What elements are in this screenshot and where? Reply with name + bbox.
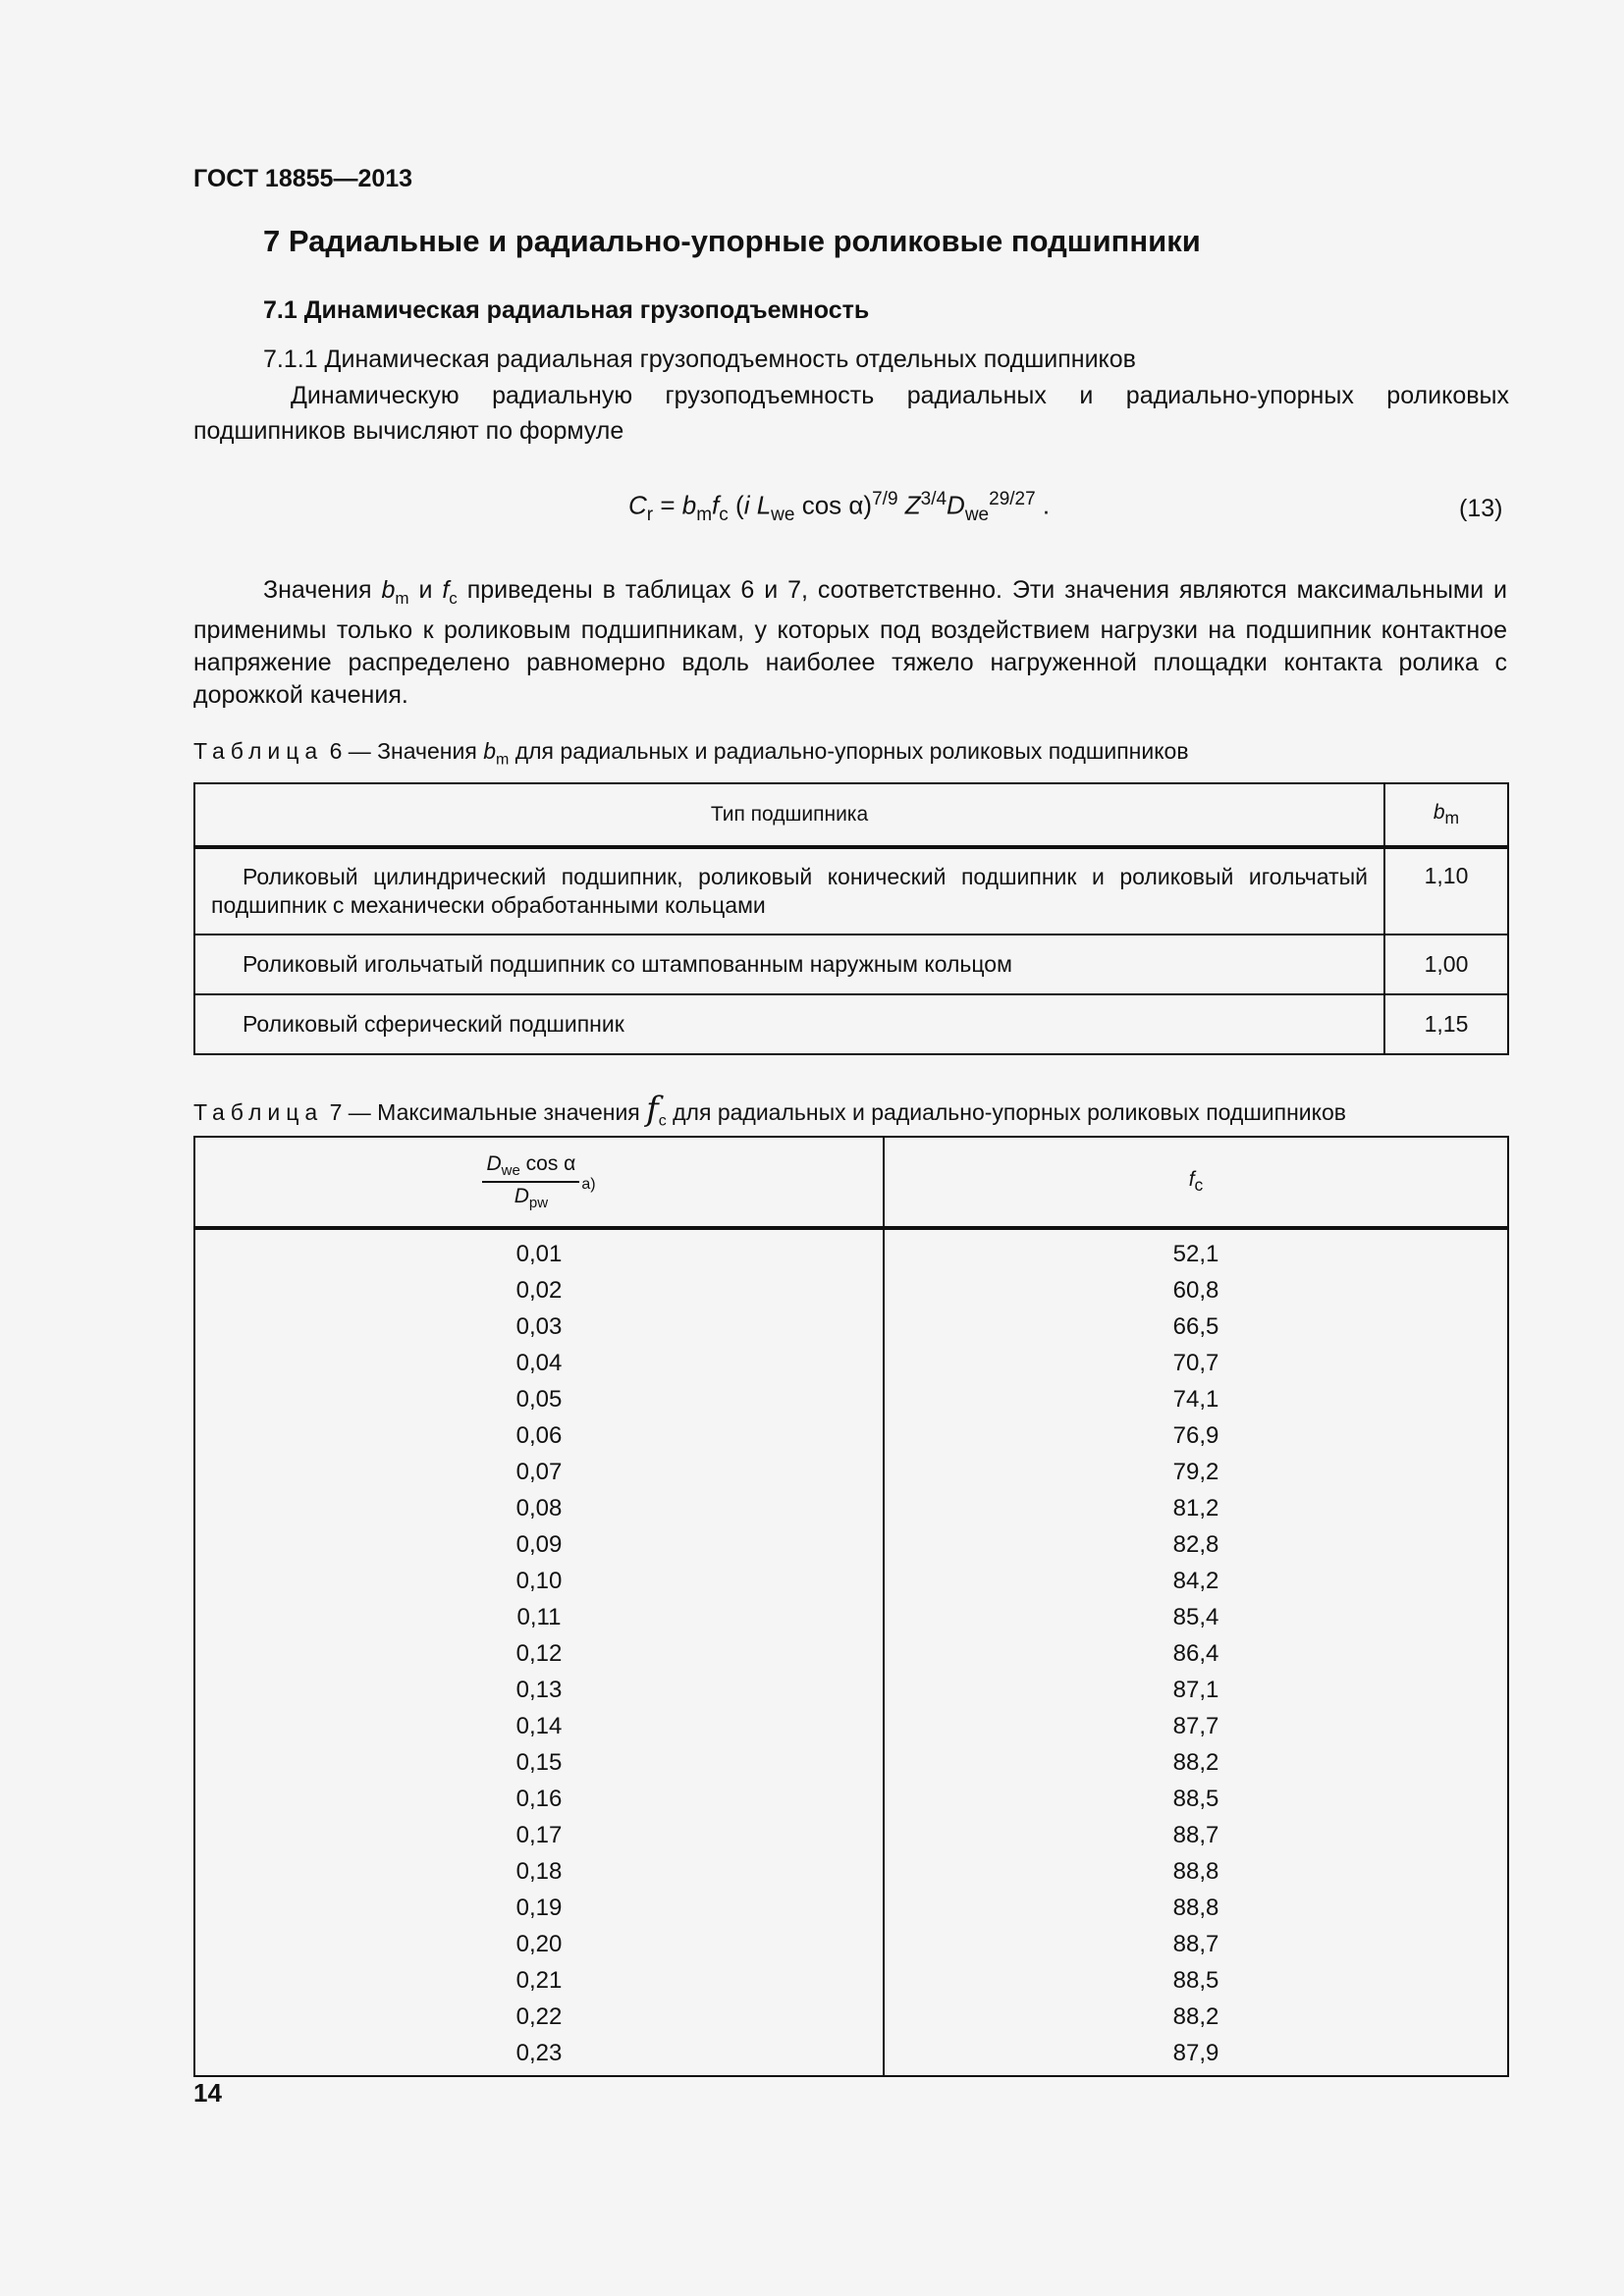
table-row — [194, 1490, 1508, 1526]
table7-cell-ratio: 0,06 — [194, 1417, 884, 1454]
table6-cell-value: 1,15 — [1384, 994, 1508, 1054]
formula-13: $C_r = b_mf_c$ (i $L_{we}$ cos α)$^{7/9}$ $Z^{3/4}D_{we}^{29/27}$ . — [628, 489, 1051, 525]
table7-cell-fc: 88,7 — [884, 1926, 1508, 1962]
table7-cell-ratio: 0,01 — [194, 1228, 884, 1272]
table-row — [194, 1563, 1508, 1599]
clause-title: 7.1.1 Динамическая радиальная грузоподъемность отдельных подшипников — [263, 346, 1136, 373]
table7-cell-ratio: 0,19 — [194, 1890, 884, 1926]
table6-header-row — [194, 783, 1508, 847]
table7-cell-fc: 70,7 — [884, 1345, 1508, 1381]
table7-cell-ratio: 0,14 — [194, 1708, 884, 1744]
table7-cell-ratio: 0,04 — [194, 1345, 884, 1381]
table7-cell-fc: 87,9 — [884, 2035, 1508, 2076]
table6-cell-type: Роликовый игольчатый подшипник со штампованным наружным кольцом — [194, 934, 1384, 994]
table7-cell-ratio: 0,15 — [194, 1744, 884, 1781]
table7-cell-ratio: 0,03 — [194, 1308, 884, 1345]
table7-cell-fc: 88,5 — [884, 1962, 1508, 1999]
table6 — [193, 782, 1509, 1055]
table7-header-row — [194, 1137, 1508, 1228]
table-row — [194, 1926, 1508, 1962]
table7-cell-ratio: 0,12 — [194, 1635, 884, 1672]
table7-cell-ratio: 0,20 — [194, 1926, 884, 1962]
table6-cell-type: Роликовый сферический подшипник — [194, 994, 1384, 1054]
equation-number: (13) — [1459, 495, 1503, 522]
table7-cell-fc: 88,7 — [884, 1817, 1508, 1853]
table7-cell-ratio: 0,02 — [194, 1272, 884, 1308]
ratio-fraction: $\frac{D_{we} \cos \alpha}{D_{pw}}$ — [482, 1152, 579, 1211]
table7-cell-ratio: 0,09 — [194, 1526, 884, 1563]
table-row — [194, 1308, 1508, 1345]
table-row — [194, 1228, 1508, 1272]
table-row — [194, 2035, 1508, 2076]
table-row — [194, 1744, 1508, 1781]
table7-cell-fc: 88,2 — [884, 1744, 1508, 1781]
table-row — [194, 1853, 1508, 1890]
intro-paragraph: Динамическую радиальную грузоподъемность радиальных и радиально-упорных роликовых подшипников вычисляют по формуле — [193, 382, 1509, 445]
table-row — [194, 1999, 1508, 2035]
section-title: 7 Радиальные и радиально-упорные роликовые подшипники — [263, 224, 1201, 258]
table-row — [194, 1962, 1508, 1999]
table7-cell-ratio: 0,21 — [194, 1962, 884, 1999]
table-row — [194, 1272, 1508, 1308]
table-row — [194, 1708, 1508, 1744]
table7-cell-ratio: 0,11 — [194, 1599, 884, 1635]
table7-cell-fc: 88,5 — [884, 1781, 1508, 1817]
table6-cell-value: 1,00 — [1384, 934, 1508, 994]
table7-cell-ratio: 0,10 — [194, 1563, 884, 1599]
table7-cell-fc: 88,8 — [884, 1853, 1508, 1890]
table-row — [194, 934, 1508, 994]
table7-cell-ratio: 0,13 — [194, 1672, 884, 1708]
table-row — [194, 1381, 1508, 1417]
table7-cell-fc: 60,8 — [884, 1272, 1508, 1308]
table7-cell-ratio: 0,22 — [194, 1999, 884, 2035]
table7-cell-ratio: 0,05 — [194, 1381, 884, 1417]
table-row — [194, 1526, 1508, 1563]
table7-cell-ratio: 0,18 — [194, 1853, 884, 1890]
table7-cell-ratio: 0,16 — [194, 1781, 884, 1817]
table-row — [194, 994, 1508, 1054]
table7-cell-fc: 88,8 — [884, 1890, 1508, 1926]
table7-cell-fc: 82,8 — [884, 1526, 1508, 1563]
table6-cell-type: Роликовый цилиндрический подшипник, роликовый конический подшипник и роликовый игольчатый подшипник с механически обработанными кольцами — [194, 847, 1384, 934]
table7-cell-fc: 81,2 — [884, 1490, 1508, 1526]
table7-body — [194, 1228, 1508, 2076]
table7-cell-fc: 87,1 — [884, 1672, 1508, 1708]
table7-col-ratio — [194, 1137, 884, 1228]
table7-cell-fc: 84,2 — [884, 1563, 1508, 1599]
table7-cell-fc: 88,2 — [884, 1999, 1508, 2035]
table7-cell-fc: 76,9 — [884, 1417, 1508, 1454]
table7-cell-fc: 87,7 — [884, 1708, 1508, 1744]
table7-cell-fc: 52,1 — [884, 1228, 1508, 1272]
values-paragraph: Значения $b_m$ и $f_c$ приведены в таблицах 6 и 7, соответственно. Эти значения являются максимальными и применимы только к роликовым подшипникам, у которых под воздействием нагрузки на подшипник контактное напряжение распределено равномерно вдоль наиболее тяжело нагруженной площадки контакта ролика с дорожкой качения. — [193, 576, 1507, 709]
table6-cell-value: 1,10 — [1384, 847, 1508, 934]
table7-cell-ratio: 0,23 — [194, 2035, 884, 2076]
footnote-marker: a) — [581, 1176, 596, 1193]
table7-cell-fc: 85,4 — [884, 1599, 1508, 1635]
table-row — [194, 1345, 1508, 1381]
table6-col-bm: $b_m$ — [1384, 783, 1508, 847]
table7-cell-ratio: 0,07 — [194, 1454, 884, 1490]
table-row — [194, 1890, 1508, 1926]
table-row — [194, 1817, 1508, 1853]
table-row — [194, 1454, 1508, 1490]
table-row — [194, 1781, 1508, 1817]
table7-cell-ratio: 0,17 — [194, 1817, 884, 1853]
subsection-title: 7.1 Динамическая радиальная грузоподъемность — [263, 296, 870, 324]
table-row — [194, 1417, 1508, 1454]
table6-col-type: Тип подшипника — [194, 783, 1384, 847]
table7-cell-fc: 86,4 — [884, 1635, 1508, 1672]
table-row — [194, 847, 1508, 934]
table6-caption: Таблица 6 — Значения $b_m$ для радиальных и радиально-упорных роликовых подшипников — [193, 738, 1189, 769]
table7-col-fc: $f_c$ — [884, 1137, 1508, 1228]
table7-cell-fc: 66,5 — [884, 1308, 1508, 1345]
table7-cell-ratio: 0,08 — [194, 1490, 884, 1526]
table7 — [193, 1136, 1509, 2077]
table7-caption: Таблица 7 — Максимальные значения $f_c$ для радиальных и радиально-упорных роликовых подшипников — [193, 1090, 1346, 1130]
table-row — [194, 1599, 1508, 1635]
standard-header: ГОСТ 18855—2013 — [193, 165, 413, 192]
table-row — [194, 1672, 1508, 1708]
table7-cell-fc: 74,1 — [884, 1381, 1508, 1417]
page-number: 14 — [193, 2078, 222, 2108]
table7-cell-fc: 79,2 — [884, 1454, 1508, 1490]
table-row — [194, 1635, 1508, 1672]
